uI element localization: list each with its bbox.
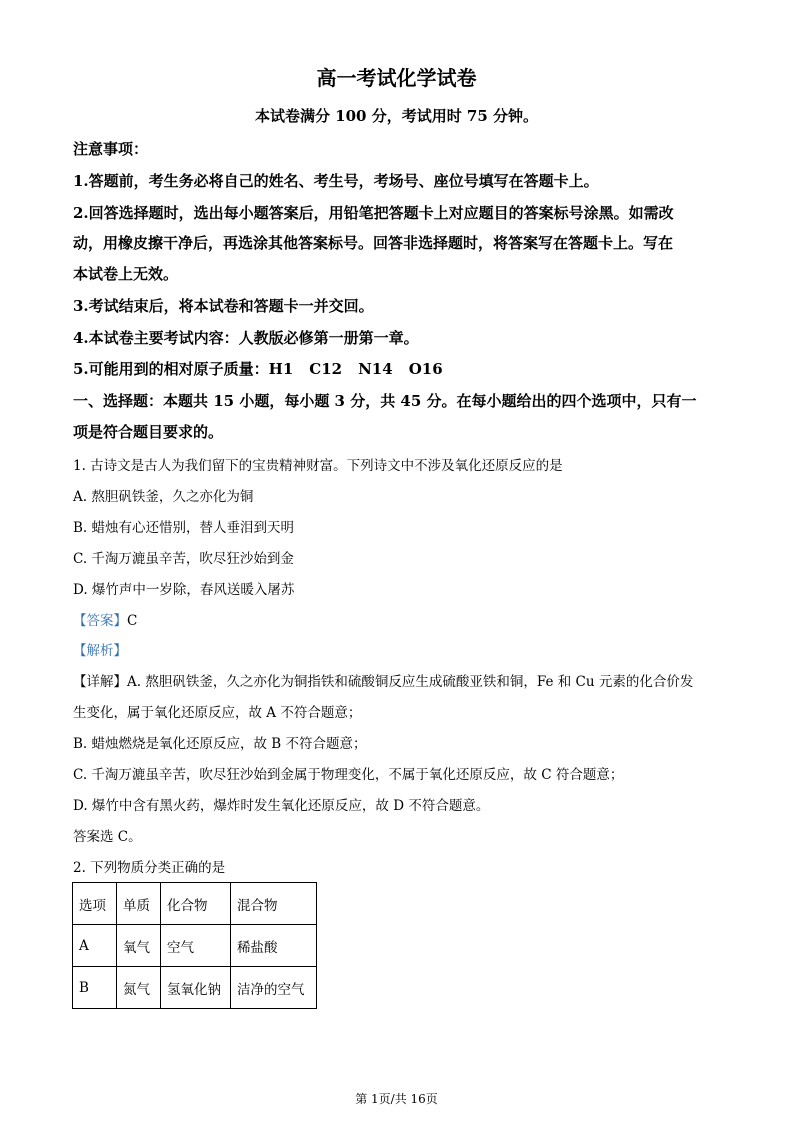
atomic-mass-h: H1 — [268, 360, 294, 378]
section-heading-line-1: 一、选择题：本题共 15 小题，每小题 3 分，共 45 分。在每小题给出的四个选项中，只有一 — [73, 392, 697, 410]
atomic-mass-o: O16 — [408, 360, 443, 378]
notice-item-2-line-1: 2.回答选择题时，选出每小题答案后，用铅笔把答题卡上对应题目的答案标号涂黑。如需改 — [73, 204, 674, 222]
q1-detail-line-2: 生变化，属于氧化还原反应，故 A 不符合题意； — [73, 705, 362, 721]
table-cell: A — [73, 925, 117, 967]
table-header-cell: 选项 — [73, 883, 117, 925]
notice-item-2-line-3: 本试卷上无效。 — [73, 265, 179, 283]
table-cell: 洁净的空气 — [231, 967, 317, 1009]
q1-option-d: D. 爆竹声中一岁除，春风送暖入屠苏 — [73, 582, 295, 598]
answer-value: C — [127, 613, 138, 629]
q1-option-c: C. 千淘万漉虽辛苦，吹尽狂沙始到金 — [73, 551, 294, 567]
table-cell: 稀盐酸 — [231, 925, 317, 967]
answer-label: 【答案】 — [73, 613, 127, 629]
exam-info: 本试卷满分 100 分，考试用时 75 分钟。 — [254, 107, 539, 125]
q1-option-a: A. 熬胆矾铁釜，久之亦化为铜 — [73, 489, 254, 505]
notice-heading: 注意事项： — [73, 140, 149, 158]
atomic-mass-label: 5.可能用到的相对原子质量： — [73, 360, 269, 378]
table-row — [73, 967, 317, 1009]
analysis-label: 【解析】 — [73, 643, 127, 659]
notice-item-4: 4.本试卷主要考试内容：人教版必修第一册第一章。 — [73, 329, 419, 347]
q1-detail-c: C. 千淘万漉虽辛苦，吹尽狂沙始到金属于物理变化，不属于氧化还原反应，故 C 符合题意； — [73, 767, 624, 783]
atomic-mass-c: C12 — [309, 360, 343, 378]
q1-detail-b: B. 蜡烛燃烧是氧化还原反应，故 B 不符合题意； — [73, 736, 367, 752]
q1-conclusion: 答案选 C。 — [73, 829, 142, 845]
q2-options-table — [72, 882, 317, 1009]
q1-detail-line-1: 【详解】A. 熬胆矾铁釜，久之亦化为铜指铁和硫酸铜反应生成硫酸亚铁和铜，Fe 和 Cu 元素的化合价发 — [73, 674, 694, 690]
page-title: 高一考试化学试卷 — [316, 66, 477, 90]
notice-item-1: 1.答题前，考生务必将自己的姓名、考生号，考场号、座位号填写在答题卡上。 — [73, 172, 599, 190]
table-header-row — [73, 883, 317, 925]
q1-stem: 1. 古诗文是古人为我们留下的宝贵精神财富。下列诗文中不涉及氧化还原反应的是 — [73, 458, 563, 474]
table-cell: 空气 — [161, 925, 231, 967]
q1-detail-d: D. 爆竹中含有黑火药，爆炸时发生氧化还原反应，故 D 不符合题意。 — [73, 798, 490, 814]
section-heading-line-2: 项是符合题目要求的。 — [73, 423, 224, 441]
atomic-mass-n: N14 — [358, 360, 393, 378]
table-cell: 氢氧化钠 — [161, 967, 231, 1009]
q2-stem: 2. 下列物质分类正确的是 — [73, 860, 226, 876]
notice-item-5 — [73, 358, 443, 379]
notice-item-2-line-2: 动，用橡皮擦干净后，再选涂其他答案标号。回答非选择题时，将答案写在答题卡上。写在 — [73, 234, 674, 252]
q1-answer — [73, 609, 137, 629]
table-header-cell: 化合物 — [161, 883, 231, 925]
table-cell: 氮气 — [117, 967, 161, 1009]
table-cell: 氧气 — [117, 925, 161, 967]
table-header-cell: 单质 — [117, 883, 161, 925]
q1-option-b: B. 蜡烛有心还惜别，替人垂泪到天明 — [73, 520, 295, 536]
table-row — [73, 925, 317, 967]
notice-item-3: 3.考试结束后，将本试卷和答题卡一并交回。 — [73, 297, 374, 315]
page-number: 第 1页/共 16页 — [355, 1092, 438, 1106]
table-header-cell: 混合物 — [231, 883, 317, 925]
table-cell: B — [73, 967, 117, 1009]
